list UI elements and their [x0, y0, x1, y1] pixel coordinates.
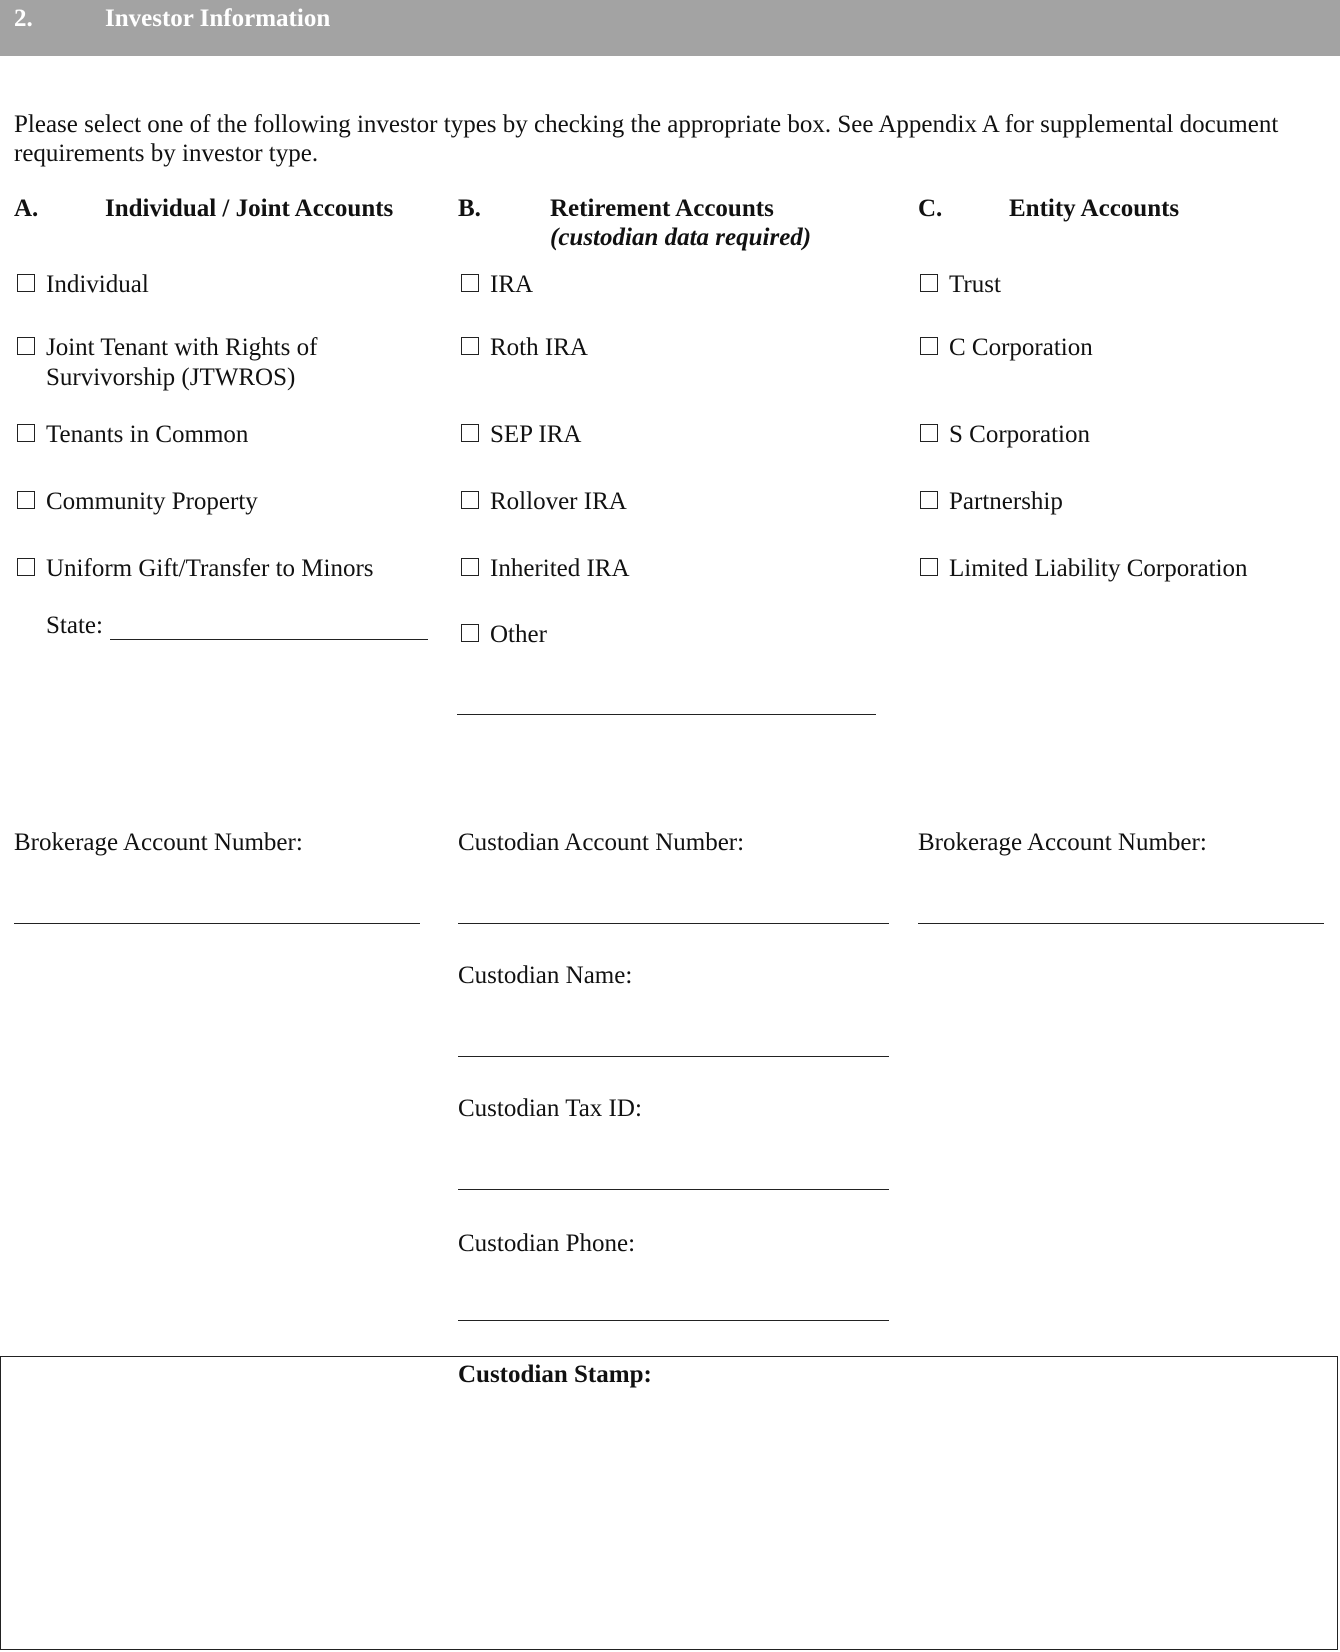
option-rollover-ira: Rollover IRA	[490, 488, 627, 515]
column-c-letter: C.	[918, 195, 943, 222]
section-header	[0, 0, 1340, 56]
option-partnership: Partnership	[949, 488, 1063, 515]
state-label: State:	[46, 612, 103, 639]
checkbox-individual[interactable]	[17, 274, 35, 292]
checkbox-ira[interactable]	[461, 274, 479, 292]
checkbox-trust[interactable]	[920, 274, 938, 292]
option-sep-ira: SEP IRA	[490, 421, 582, 448]
checkbox-s-corporation[interactable]	[920, 424, 938, 442]
state-field[interactable]	[110, 639, 428, 640]
option-inherited-ira: Inherited IRA	[490, 555, 630, 582]
section-number: 2.	[14, 5, 33, 32]
custodian-name-field[interactable]	[458, 1056, 889, 1057]
column-b-heading: Retirement Accounts	[550, 195, 774, 222]
checkbox-c-corporation[interactable]	[920, 337, 938, 355]
custodian-tax-id-label: Custodian Tax ID:	[458, 1095, 642, 1122]
option-individual: Individual	[46, 271, 149, 298]
column-b-subheading: (custodian data required)	[550, 224, 812, 251]
checkbox-roth-ira[interactable]	[461, 337, 479, 355]
custodian-name-label: Custodian Name:	[458, 962, 633, 989]
option-ugtm: Uniform Gift/Transfer to Minors	[46, 555, 374, 582]
column-c-heading: Entity Accounts	[1009, 195, 1180, 222]
custodian-stamp-box[interactable]	[0, 1356, 1338, 1650]
checkbox-sep-ira[interactable]	[461, 424, 479, 442]
checkbox-partnership[interactable]	[920, 491, 938, 509]
brokerage-account-field-a[interactable]	[14, 923, 420, 924]
custodian-phone-label: Custodian Phone:	[458, 1230, 636, 1257]
option-jtwros-line2: Survivorship (JTWROS)	[46, 364, 296, 391]
option-tenants-in-common: Tenants in Common	[46, 421, 249, 448]
checkbox-llc[interactable]	[920, 558, 938, 576]
custodian-phone-field[interactable]	[458, 1320, 889, 1321]
option-s-corporation: S Corporation	[949, 421, 1090, 448]
checkbox-rollover-ira[interactable]	[461, 491, 479, 509]
option-community-property: Community Property	[46, 488, 258, 515]
checkbox-other[interactable]	[461, 624, 479, 642]
option-c-corporation: C Corporation	[949, 334, 1093, 361]
column-a-letter: A.	[14, 195, 39, 222]
checkbox-community-property[interactable]	[17, 491, 35, 509]
section-title: Investor Information	[105, 5, 331, 32]
option-ira: IRA	[490, 271, 534, 298]
intro-text: Please select one of the following investor types by checking the appropriate box. See Appendix A for supplemental document requirements by investor type.	[14, 111, 1279, 167]
brokerage-account-field-c[interactable]	[918, 923, 1324, 924]
custodian-tax-id-field[interactable]	[458, 1189, 889, 1190]
other-field[interactable]	[457, 714, 876, 715]
option-llc: Limited Liability Corporation	[949, 555, 1248, 582]
option-jtwros: Joint Tenant with Rights of	[46, 334, 318, 361]
column-b-letter: B.	[458, 195, 481, 222]
custodian-stamp-label: Custodian Stamp:	[458, 1361, 652, 1388]
option-other: Other	[490, 621, 547, 648]
option-roth-ira: Roth IRA	[490, 334, 588, 361]
brokerage-account-label-a: Brokerage Account Number:	[14, 829, 303, 856]
custodian-account-field[interactable]	[458, 923, 889, 924]
brokerage-account-label-c: Brokerage Account Number:	[918, 829, 1207, 856]
checkbox-inherited-ira[interactable]	[461, 558, 479, 576]
option-trust: Trust	[949, 271, 1001, 298]
checkbox-tenants-in-common[interactable]	[17, 424, 35, 442]
checkbox-ugtm[interactable]	[17, 558, 35, 576]
checkbox-jtwros[interactable]	[17, 337, 35, 355]
column-a-heading: Individual / Joint Accounts	[105, 195, 394, 222]
custodian-account-label: Custodian Account Number:	[458, 829, 745, 856]
